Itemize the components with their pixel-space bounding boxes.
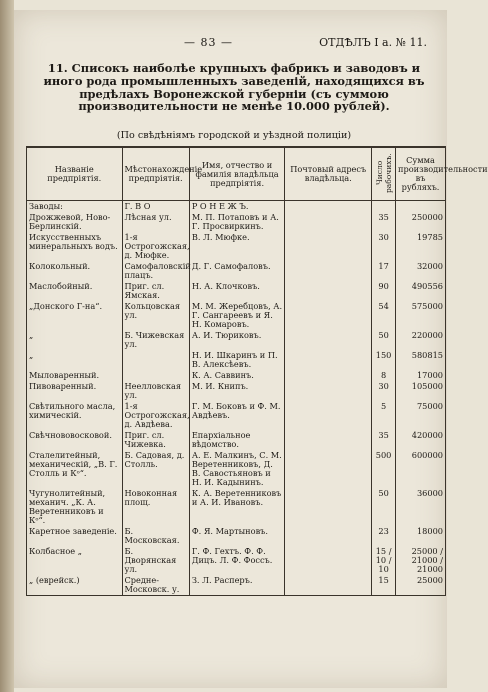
cell-address: [285, 381, 372, 401]
cell-name: Колокольный.: [27, 261, 123, 281]
table-row: [27, 575, 446, 596]
cell-owner: Г. М. Боковъ и Ф. М. Авдѣевъ.: [189, 401, 285, 430]
cell-owner: В. Л. Мюфке.: [189, 232, 285, 261]
table-row: [27, 301, 446, 330]
cell-owner: Г. Ф. Гехтъ. Ф. Ф. Дицъ. Л. Ф. Фоссъ.: [189, 546, 285, 575]
cell-place: Приг. сл. Чижевка.: [122, 430, 189, 450]
cell-place: [122, 370, 189, 381]
cell-workers: 50: [372, 330, 396, 350]
section-label: ОТДѢЛЪ I a. № 11.: [319, 36, 427, 49]
cell-address: [285, 546, 372, 575]
cell-sum: 32000: [396, 261, 446, 281]
cell-address: [285, 350, 372, 370]
table-subtitle: (По свѣдѣніямъ городской и уѣздной полиціи): [116, 130, 352, 141]
cell-name: „ (еврейск.): [27, 575, 123, 596]
cell-place: Б. Московская.: [122, 526, 189, 546]
cell-address: [285, 370, 372, 381]
cell-owner: З. Л. Расперъ.: [189, 575, 285, 596]
table-row: [27, 232, 446, 261]
cell-name: Сталелитейный, механическій, „В. Г. Столль и Кᵒ“.: [27, 450, 123, 488]
cell-workers: 35: [372, 430, 396, 450]
cell-place: Лѣсная ул.: [122, 212, 189, 232]
cell-sum: 25000: [396, 575, 446, 596]
col-header-owner: Имя, отчество и фамилія владѣльца предпріятія.: [189, 147, 285, 201]
col-header-address: Почтовый адресъ владѣльца.: [285, 147, 372, 201]
cell-owner: Ф. Я. Мартыновъ.: [189, 526, 285, 546]
col-header-sum: Сумма производительности въ рубляхъ.: [396, 147, 446, 201]
cell-name: Искусственныхъ минеральныхъ водъ.: [27, 232, 123, 261]
cell-address: [285, 526, 372, 546]
cell-address: [285, 212, 372, 232]
cell-owner: М. П. Потаповъ и А. Г. Просвиркинъ.: [189, 212, 285, 232]
cell-name: Чугунолитейный, механич. „К. А. Веретенниковъ и Кᵒ“.: [27, 488, 123, 526]
cell-place: 1-я Острогожская, д. Мюфке.: [122, 232, 189, 261]
cell-workers: 8: [372, 370, 396, 381]
cell-address: [285, 301, 372, 330]
cell-name: Маслобойный.: [27, 281, 123, 301]
cell-address: [285, 330, 372, 350]
cell-sum: [396, 201, 446, 213]
table-row: [27, 330, 446, 350]
table-row: [27, 401, 446, 430]
cell-place: Г. В О: [122, 201, 189, 213]
cell-place: Средне-Московск. у.: [122, 575, 189, 596]
cell-owner: К. А. Саввинъ.: [189, 370, 285, 381]
cell-name: „: [27, 330, 123, 350]
cell-place: Б. Дворянская ул.: [122, 546, 189, 575]
cell-workers: 500: [372, 450, 396, 488]
cell-place: Самофаловскій плацъ.: [122, 261, 189, 281]
table-row: [27, 488, 446, 526]
table-row: [27, 350, 446, 370]
cell-owner: А. И. Тюриковъ.: [189, 330, 285, 350]
cell-place: 1-я Острогожская, д. Авдѣева.: [122, 401, 189, 430]
cell-name: Каретное заведеніе.: [27, 526, 123, 546]
table-row: [27, 201, 446, 213]
cell-sum: 575000: [396, 301, 446, 330]
cell-workers: [372, 201, 396, 213]
table-row: [27, 450, 446, 488]
cell-sum: 600000: [396, 450, 446, 488]
cell-place: Б. Чижевская ул.: [122, 330, 189, 350]
cell-workers: 5: [372, 401, 396, 430]
table-row: [27, 261, 446, 281]
cell-workers: 15: [372, 575, 396, 596]
cell-place: Кольцовская ул.: [122, 301, 189, 330]
cell-workers: 23: [372, 526, 396, 546]
table-row: [27, 370, 446, 381]
cell-name: Колбасное „: [27, 546, 123, 575]
cell-name: Мыловаренный.: [27, 370, 123, 381]
book-spine: [0, 0, 14, 692]
cell-name: „: [27, 350, 123, 370]
cell-sum: 490556: [396, 281, 446, 301]
cell-address: [285, 430, 372, 450]
cell-workers: 17: [372, 261, 396, 281]
cell-name: Заводы:: [27, 201, 123, 213]
table-row: [27, 281, 446, 301]
cell-owner: М. И. Книпъ.: [189, 381, 285, 401]
cell-workers: 30: [372, 381, 396, 401]
cell-workers: 35: [372, 212, 396, 232]
table-row: [27, 381, 446, 401]
table-body: [27, 201, 446, 596]
cell-sum: 75000: [396, 401, 446, 430]
cell-place: Б. Садовая, д. Столль.: [122, 450, 189, 488]
cell-address: [285, 450, 372, 488]
table-header-row: [27, 147, 446, 201]
table-row: [27, 430, 446, 450]
col-header-name: Названіе предпріятія.: [27, 147, 123, 201]
cell-sum: 36000: [396, 488, 446, 526]
cell-place: Новоконная площ.: [122, 488, 189, 526]
cell-owner: Епархіальное вѣдомство.: [189, 430, 285, 450]
cell-owner: А. Е. Малкинъ, С. М. Веретенниковъ, Д. В. Савостьяновъ и Н. И. Кадынинъ.: [189, 450, 285, 488]
cell-address: [285, 575, 372, 596]
cell-owner: Д. Г. Самофаловъ.: [189, 261, 285, 281]
table-row: [27, 546, 446, 575]
cell-sum: 250000: [396, 212, 446, 232]
cell-owner: К. А. Веретенниковъ и А. И. Ивановъ.: [189, 488, 285, 526]
cell-address: [285, 401, 372, 430]
cell-name: Свѣчнововосковой.: [27, 430, 123, 450]
cell-address: [285, 261, 372, 281]
cell-sum: 17000: [396, 370, 446, 381]
document-page: [14, 10, 488, 688]
cell-address: [285, 232, 372, 261]
cell-sum: 580815: [396, 350, 446, 370]
cell-sum: 18000: [396, 526, 446, 546]
cell-name: Свѣтильного масла, химическій.: [27, 401, 123, 430]
cell-address: [285, 281, 372, 301]
cell-name: „Донского Г-на“.: [27, 301, 123, 330]
cell-sum: 19785: [396, 232, 446, 261]
cell-owner: Р О Н Е Ж Ъ.: [189, 201, 285, 213]
cell-workers: 54: [372, 301, 396, 330]
col-header-place: Мѣстонахожденіе предпріятія.: [122, 147, 189, 201]
cell-name: Пивоваренный.: [27, 381, 123, 401]
cell-workers: 30: [372, 232, 396, 261]
cell-sum: 105000: [396, 381, 446, 401]
cell-place: Неелловская ул.: [122, 381, 189, 401]
table-row: [27, 212, 446, 232]
page-number: — 83 —: [184, 36, 233, 49]
table-title: 11. Списокъ наиболѣе крупныхъ фабрикъ и заводовъ и иного рода промышленныхъ заведеній, находящихся въ предѣлахъ Воронежской губерніи (съ суммою производительности не менѣе 10.000 рублей).: [43, 61, 425, 114]
cell-owner: Н. А. Клочковъ.: [189, 281, 285, 301]
cell-owner: Н. И. Шкаринъ и П. В. Алексѣевъ.: [189, 350, 285, 370]
table-row: [27, 526, 446, 546]
cell-workers: 50: [372, 488, 396, 526]
cell-workers: 15 / 10 / 10: [372, 546, 396, 575]
cell-address: [285, 488, 372, 526]
cell-address: [285, 201, 372, 213]
cell-sum: 420000: [396, 430, 446, 450]
cell-workers: 90: [372, 281, 396, 301]
cell-sum: 220000: [396, 330, 446, 350]
cell-sum: 25000 / 21000 / 21000: [396, 546, 446, 575]
cell-name: Дрожжевой, Ново-Берлинскій.: [27, 212, 123, 232]
cell-place: [122, 350, 189, 370]
cell-workers: 150: [372, 350, 396, 370]
enterprise-table: [26, 146, 488, 596]
cell-owner: М. М. Жеребцовъ, А. Г. Сангареевъ и Я. Н. Комаровъ.: [189, 301, 285, 330]
col-header-workers: Число рабочихъ.: [372, 147, 396, 201]
cell-place: Приг. сл. Ямская.: [122, 281, 189, 301]
